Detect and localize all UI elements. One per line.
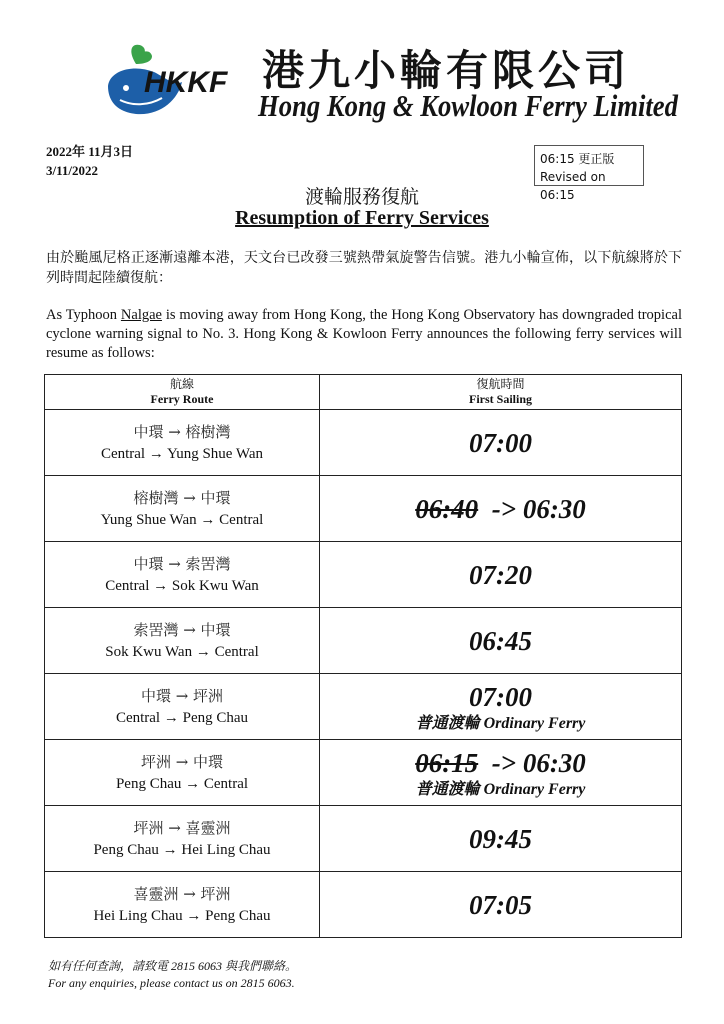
notice-paragraph-chinese: 由於颱風尼格正逐漸遠離本港，天文台已改發三號熱帶氣旋警告信號。港九小輪宣佈，以下航線將於下列時間起陸續復航： <box>46 250 682 286</box>
revision-line-en: Revised on 06:15 <box>540 170 606 202</box>
notice-paragraph-english <box>46 306 682 363</box>
table-row <box>45 542 682 608</box>
ferry-type-note: 普通渡輪 Ordinary Ferry <box>415 781 586 798</box>
route-zh: 中環 → 索罟灣 <box>133 554 231 573</box>
route-en: Central → Sok Kwu Wan <box>105 577 259 594</box>
route-cell <box>45 410 320 476</box>
route-en: Hei Ling Chau → Peng Chau <box>93 907 271 924</box>
time-cell <box>320 872 682 938</box>
route-zh: 喜靈洲 → 坪洲 <box>133 884 231 903</box>
time-cell <box>320 608 682 674</box>
logo-text: HKKF <box>144 66 228 99</box>
time-cell <box>320 740 682 806</box>
route-en: Sok Kwu Wan → Central <box>105 643 259 660</box>
route-zh: 中環 → 坪洲 <box>140 686 224 705</box>
time-cell <box>320 410 682 476</box>
footer-contact-en: For any enquiries, please contact us on 2815 6063. <box>48 976 295 990</box>
first-sailing-time: -> 06:30 <box>491 748 586 778</box>
para-en-part2: is moving away from Hong Kong, the Hong Kong Observatory has downgraded tropical cyclone warning signal to No. 3. Hong Kong & Kowloon Ferry announces the following ferry services will resume as follows: <box>46 307 682 361</box>
route-cell <box>45 608 320 674</box>
table-row <box>45 674 682 740</box>
time-cell <box>320 806 682 872</box>
first-sailing-time: 09:45 <box>469 823 532 854</box>
title-english <box>0 207 724 230</box>
revision-line-zh: 06:15 更正版 <box>540 152 615 166</box>
time-cell <box>320 674 682 740</box>
first-sailing-time: 07:20 <box>469 559 532 590</box>
date-english: 3/11/2022 <box>46 163 99 178</box>
route-zh: 索罟灣 → 中環 <box>133 620 231 639</box>
table-row <box>45 608 682 674</box>
title-english-text: Resumption of Ferry Services <box>235 207 489 229</box>
route-zh: 榕樹灣 → 中環 <box>133 488 231 507</box>
revision-box <box>534 145 644 202</box>
title-chinese: 渡輪服務復航 <box>304 186 419 208</box>
company-name-english: Hong Kong & Kowloon Ferry Limited <box>258 88 678 123</box>
time-header-zh: 復航時間 <box>476 377 525 391</box>
ferry-type-note: 普通渡輪 Ordinary Ferry <box>415 715 586 732</box>
route-zh: 坪洲 → 喜靈洲 <box>133 818 231 837</box>
typhoon-name: Nalgae <box>120 307 162 323</box>
table-row <box>45 410 682 476</box>
route-header <box>45 375 320 410</box>
route-zh: 坪洲 → 中環 <box>140 752 224 771</box>
route-en: Central → Yung Shue Wan <box>100 445 264 462</box>
first-sailing-time: -> 06:30 <box>491 493 586 524</box>
table-header-row <box>45 375 682 410</box>
date-chinese: 2022年 11月3日 <box>46 144 134 159</box>
route-en: Peng Chau → Hei Ling Chau <box>93 841 271 858</box>
old-time-struck: 06:40 <box>415 493 479 524</box>
route-cell <box>45 542 320 608</box>
time-cell <box>320 476 682 542</box>
time-header <box>320 375 682 410</box>
table-row <box>45 806 682 872</box>
footer-contact <box>48 958 297 992</box>
route-cell <box>45 476 320 542</box>
route-cell <box>45 674 320 740</box>
route-cell <box>45 806 320 872</box>
route-cell <box>45 872 320 938</box>
time-header-en: First Sailing <box>468 392 532 406</box>
first-sailing-time: 06:45 <box>469 625 532 656</box>
route-en: Yung Shue Wan → Central <box>100 511 264 528</box>
first-sailing-time: 07:00 <box>469 682 532 712</box>
route-zh: 中環 → 榕樹灣 <box>133 422 231 441</box>
route-en: Peng Chau → Central <box>115 775 249 792</box>
table-row <box>45 740 682 806</box>
footer-contact-zh: 如有任何查詢，請致電 2815 6063 與我們聯絡。 <box>48 959 298 973</box>
route-header-zh: 航線 <box>169 377 194 391</box>
table-row <box>45 476 682 542</box>
table-row <box>45 872 682 938</box>
para-en-part1: As Typhoon <box>46 307 121 323</box>
first-sailing-time: 07:00 <box>469 427 532 458</box>
route-header-en: Ferry Route <box>150 392 214 406</box>
hkkf-whale-logo <box>104 42 254 122</box>
first-sailing-time: 07:05 <box>469 889 532 920</box>
route-en: Central → Peng Chau <box>115 709 249 726</box>
old-time-struck: 06:15 <box>415 748 479 778</box>
time-cell <box>320 542 682 608</box>
company-name-chinese: 港九小輪有限公司 <box>262 46 631 95</box>
ferry-schedule-table <box>44 374 682 938</box>
route-cell <box>45 740 320 806</box>
